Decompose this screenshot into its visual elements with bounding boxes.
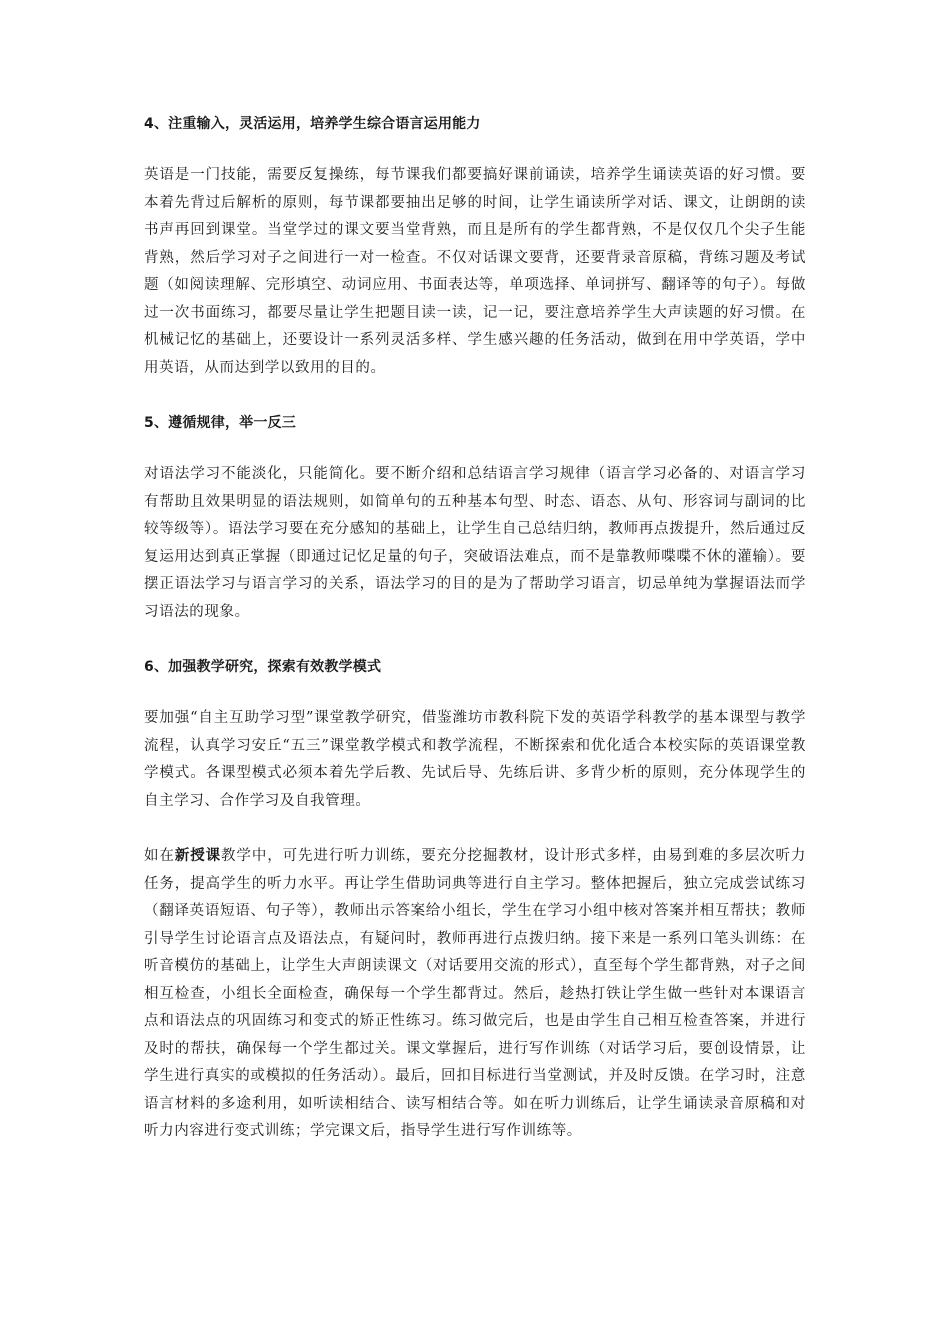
section-6-heading: 6、加强教学研究，探索有效教学模式	[144, 659, 382, 675]
section-4-paragraph: 英语是一门技能，需要反复操练，每节课我们都要搞好课前诵读，培养学生诵读英语的好习惯。要本着先背过后解析的原则，每节课都要抽出足够的时间，让学生诵读所学对话、课文，让朗朗的读书声再回到课堂。当堂学过的课文要当堂背熟，而且是所有的学生都背熟，不是仅仅几个尖子生能背熟，然后学习对子之间进行一对一检查。不仅对话课文要背，还要背录音原稿，背练习题及考试题（如阅读理解、完形填空、动词应用、书面表达等，单项选择、单词拼写、翻译等的句子）。每做过一次书面练习，都要尽量让学生把题目读一读，记一记，要注意培养学生大声读题的好习惯。在机械记忆的基础上，还要设计一系列灵活多样、学生感兴趣的任务活动，做到在用中学英语，学中用英语，从而达到学以致用的目的。	[144, 167, 806, 376]
example-prefix: 如在	[144, 848, 175, 864]
section-5-heading: 5、遵循规律，举一反三	[144, 415, 296, 431]
section-4-heading: 4、注重输入，灵活运用，培养学生综合语言运用能力	[144, 116, 481, 132]
section-6-example-paragraph	[144, 842, 806, 1146]
document-page	[144, 110, 806, 1146]
section-5-paragraph: 对语法学习不能淡化，只能简化。要不断介绍和总结语言学习规律（语言学习必备的、对语言学习有帮助且效果明显的语法规则，如简单句的五种基本句型、时态、语态、从句、形容词与副词的比较等级等）。语法学习要在充分感知的基础上，让学生自己总结归纳，教师再点拨提升，然后通过反复运用达到真正掌握（即通过记忆足量的句子，突破语法难点，而不是靠教师喋喋不休的灌输）。要摆正语法学习与语言学习的关系，语法学习的目的是为了帮助学习语言，切忌单纯为掌握语法而学习语法的现象。	[144, 466, 806, 620]
example-bold-term: 新授课	[174, 847, 222, 864]
section-6-paragraph: 要加强“自主互助学习型”课堂教学研究，借鉴潍坊市教科院下发的英语学科教学的基本课型与教学流程，认真学习安丘“五三”课堂教学模式和教学流程，不断探索和优化适合本校实际的英语课堂教学模式。各课型模式必须本着先学后教、先试后导、先练后讲、多背少析的原则，充分体现学生的自主学习、合作学习及自我管理。	[144, 710, 806, 809]
example-body: 教学中，可先进行听力训练，要充分挖掘教材，设计形式多样，由易到难的多层次听力任务，提高学生的听力水平。再让学生借助词典等进行自主学习。整体把握后，独立完成尝试练习（翻译英语短语、句子等），教师出示答案给小组长，学生在学习小组中核对答案并相互帮扶；教师引导学生讨论语言点及语法点，有疑问时，教师再进行点拨归纳。接下来是一系列口笔头训练：在听音模仿的基础上，让学生大声朗读课文（对话要用交流的形式），直至每个学生都背熟，对子之间相互检查，小组长全面检查，确保每一个学生都背过。然后，趁热打铁让学生做一些针对本课语言点和语法点的巩固练习和变式的矫正性练习。练习做完后，也是由学生自己相互检查答案，并进行及时的帮扶，确保每一个学生都过关。课文掌握后，进行写作训练（对话学习后，要创设情景，让学生进行真实的或模拟的任务活动）。最后，回扣目标进行当堂测试，并及时反馈。在学习时，注意语言材料的多途利用，如听读相结合、读写相结合等。如在听力训练后，让学生诵读录音原稿和对听力内容进行变式训练；学完课文后，指导学生进行写作训练等。	[144, 848, 807, 1139]
